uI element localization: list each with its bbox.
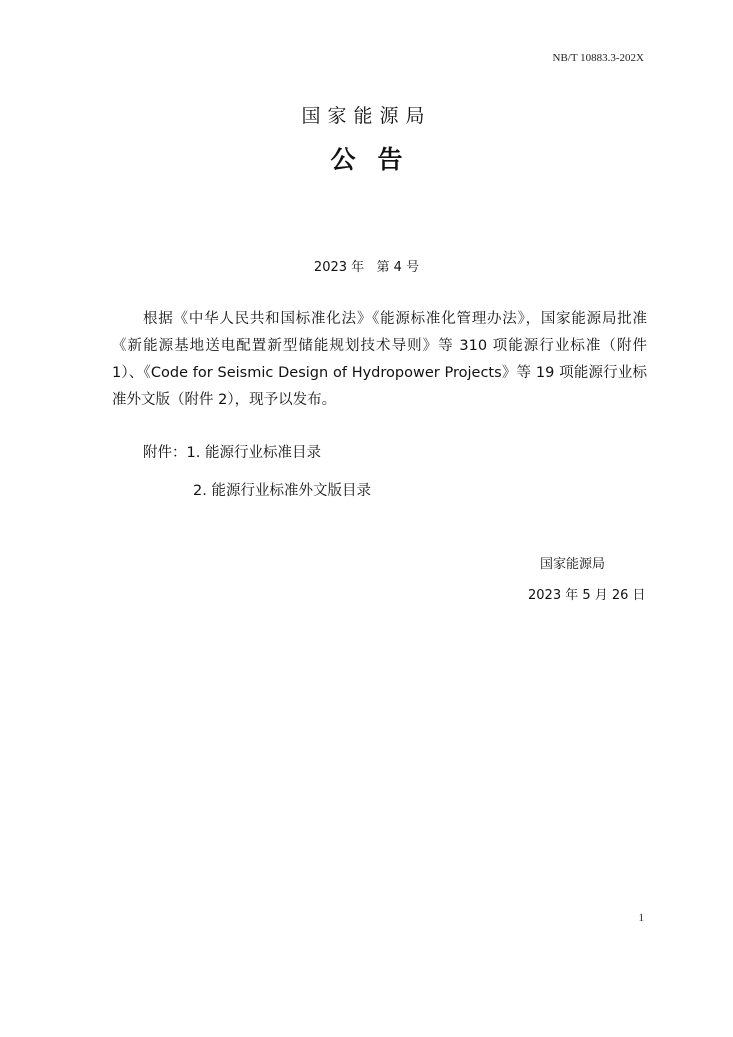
attachment-item-1: 附件：1. 能源行业标准目录 [143,445,321,461]
signing-date: 2023 年 5 月 26 日 [528,588,646,603]
attachment-item-2: 2. 能源行业标准外文版目录 [193,483,371,499]
notice-body-paragraph: 根据《中华人民共和国标准化法》《能源标准化管理办法》，国家能源局批准《新能源基地送电配置新型储能规划技术导则》等 310 项能源行业标准（附件 1）、《Code for Seismic Design of Hydropower Projects》等 19 项能源行业标准外文版（附件 2），现予以发布。 [112,311,647,408]
standard-code: NB/T 10883.3-202X [552,52,644,64]
notice-title: 公告 [330,145,425,174]
signing-organization: 国家能源局 [540,557,606,572]
page-number: 1 [638,912,644,924]
issuing-organization-title: 国家能源局 [301,105,432,127]
issue-number: 2023 年 第 4 号 [313,260,420,275]
